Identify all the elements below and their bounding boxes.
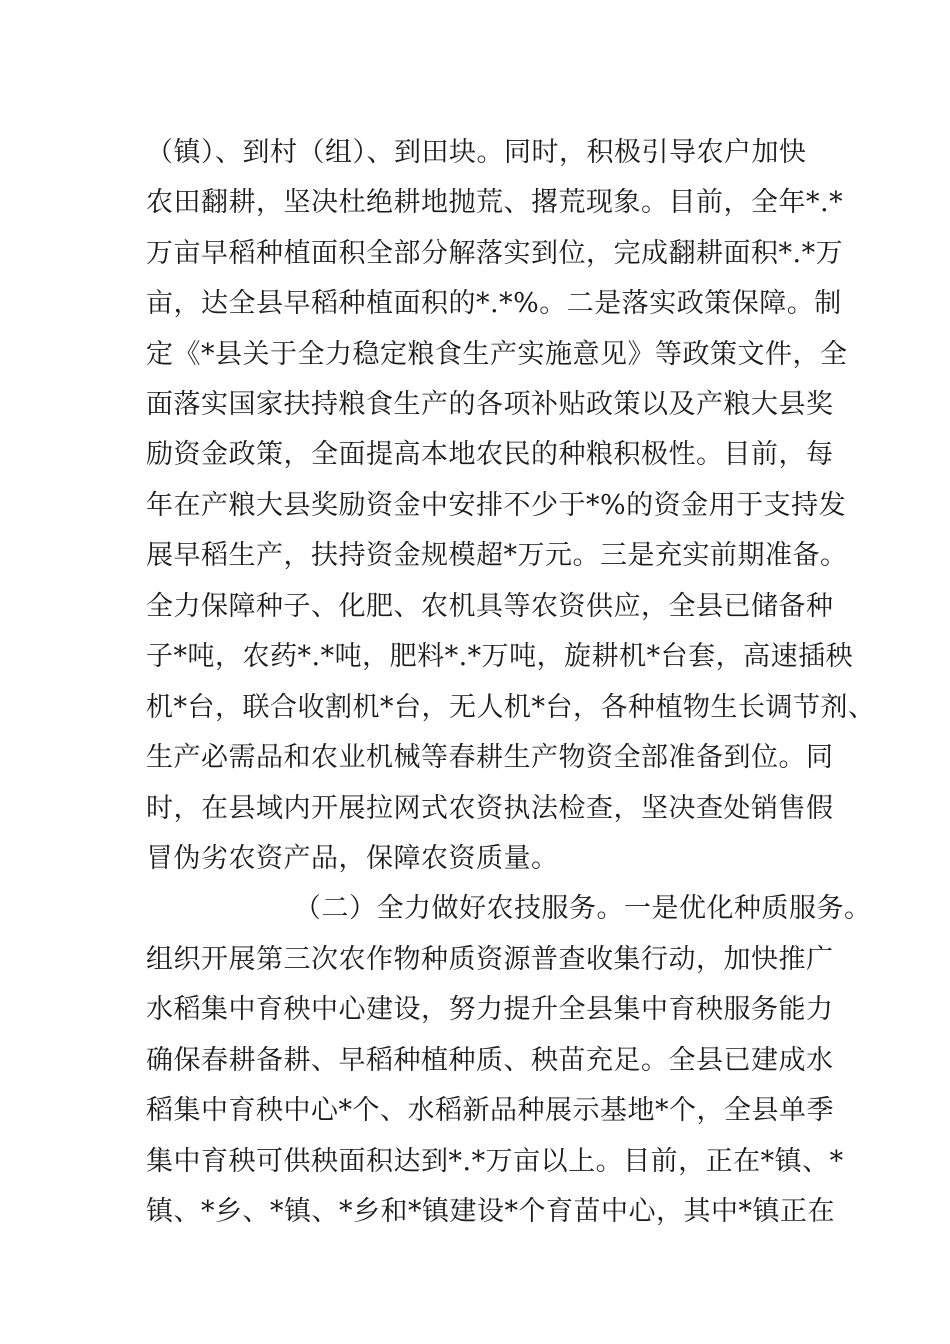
text-line: （镇）、到村（组）、到田块。同时，积极引导农户加快 — [146, 137, 807, 168]
text-line: 年在产粮大县奖励资金中安排不少于*%的资金用于支持发 — [146, 490, 847, 521]
text-line: 励资金政策，全面提高本地农民的种粮积极性。目前，每 — [146, 439, 834, 470]
section-heading: （二）全力做好农技服务。一是优化种质服务。 — [294, 893, 872, 924]
text-line: 机*台，联合收割机*台，无人机*台，各种植物生长调节剂、 — [146, 692, 876, 723]
text-line: 集中育秧可供秧面积达到*.*万亩以上。目前，正在*镇、* — [146, 1146, 844, 1177]
text-line: 生产必需品和农业机械等春耕生产物资全部准备到位。同 — [146, 742, 834, 773]
text-line: 亩，达全县早稻种植面积的*.*%。二是落实政策保障。制 — [146, 288, 842, 319]
text-line: 水稻集中育秧中心建设，努力提升全县集中育秧服务能力 — [146, 994, 834, 1025]
text-line: 万亩早稻种植面积全部分解落实到位，完成翻耕面积*.*万 — [146, 238, 844, 269]
text-line: 展早稻生产，扶持资金规模超*万元。三是充实前期准备。 — [146, 540, 848, 571]
text-line: 时，在县域内开展拉网式农资执法检查，坚决查处销售假 — [146, 793, 834, 824]
text-line: 面落实国家扶持粮食生产的各项补贴政策以及产粮大县奖 — [146, 389, 834, 420]
text-line: 农田翻耕，坚决杜绝耕地抛荒、撂荒现象。目前，全年*.* — [146, 187, 844, 218]
text-line: 稻集中育秧中心*个、水稻新品种展示基地*个，全县单季 — [146, 1095, 834, 1126]
text-line: 确保春耕备耕、早稻种植种质、秧苗充足。全县已建成水 — [146, 1045, 834, 1076]
text-line: 组织开展第三次农作物种质资源普查收集行动，加快推广 — [146, 944, 834, 975]
text-line: 子*吨，农药*.*吨，肥料*.*万吨，旋耕机*台套，高速插秧 — [146, 641, 854, 672]
text-line: 镇、*乡、*镇、*乡和*镇建设*个育苗中心，其中*镇正在 — [146, 1196, 835, 1227]
text-line: 定《*县关于全力稳定粮食生产实施意见》等政策文件，全 — [146, 339, 848, 370]
text-line: 全力保障种子、化肥、农机具等农资供应，全县已储备种 — [146, 591, 834, 622]
text-line: 冒伪劣农资产品，保障农资质量。 — [146, 843, 559, 874]
